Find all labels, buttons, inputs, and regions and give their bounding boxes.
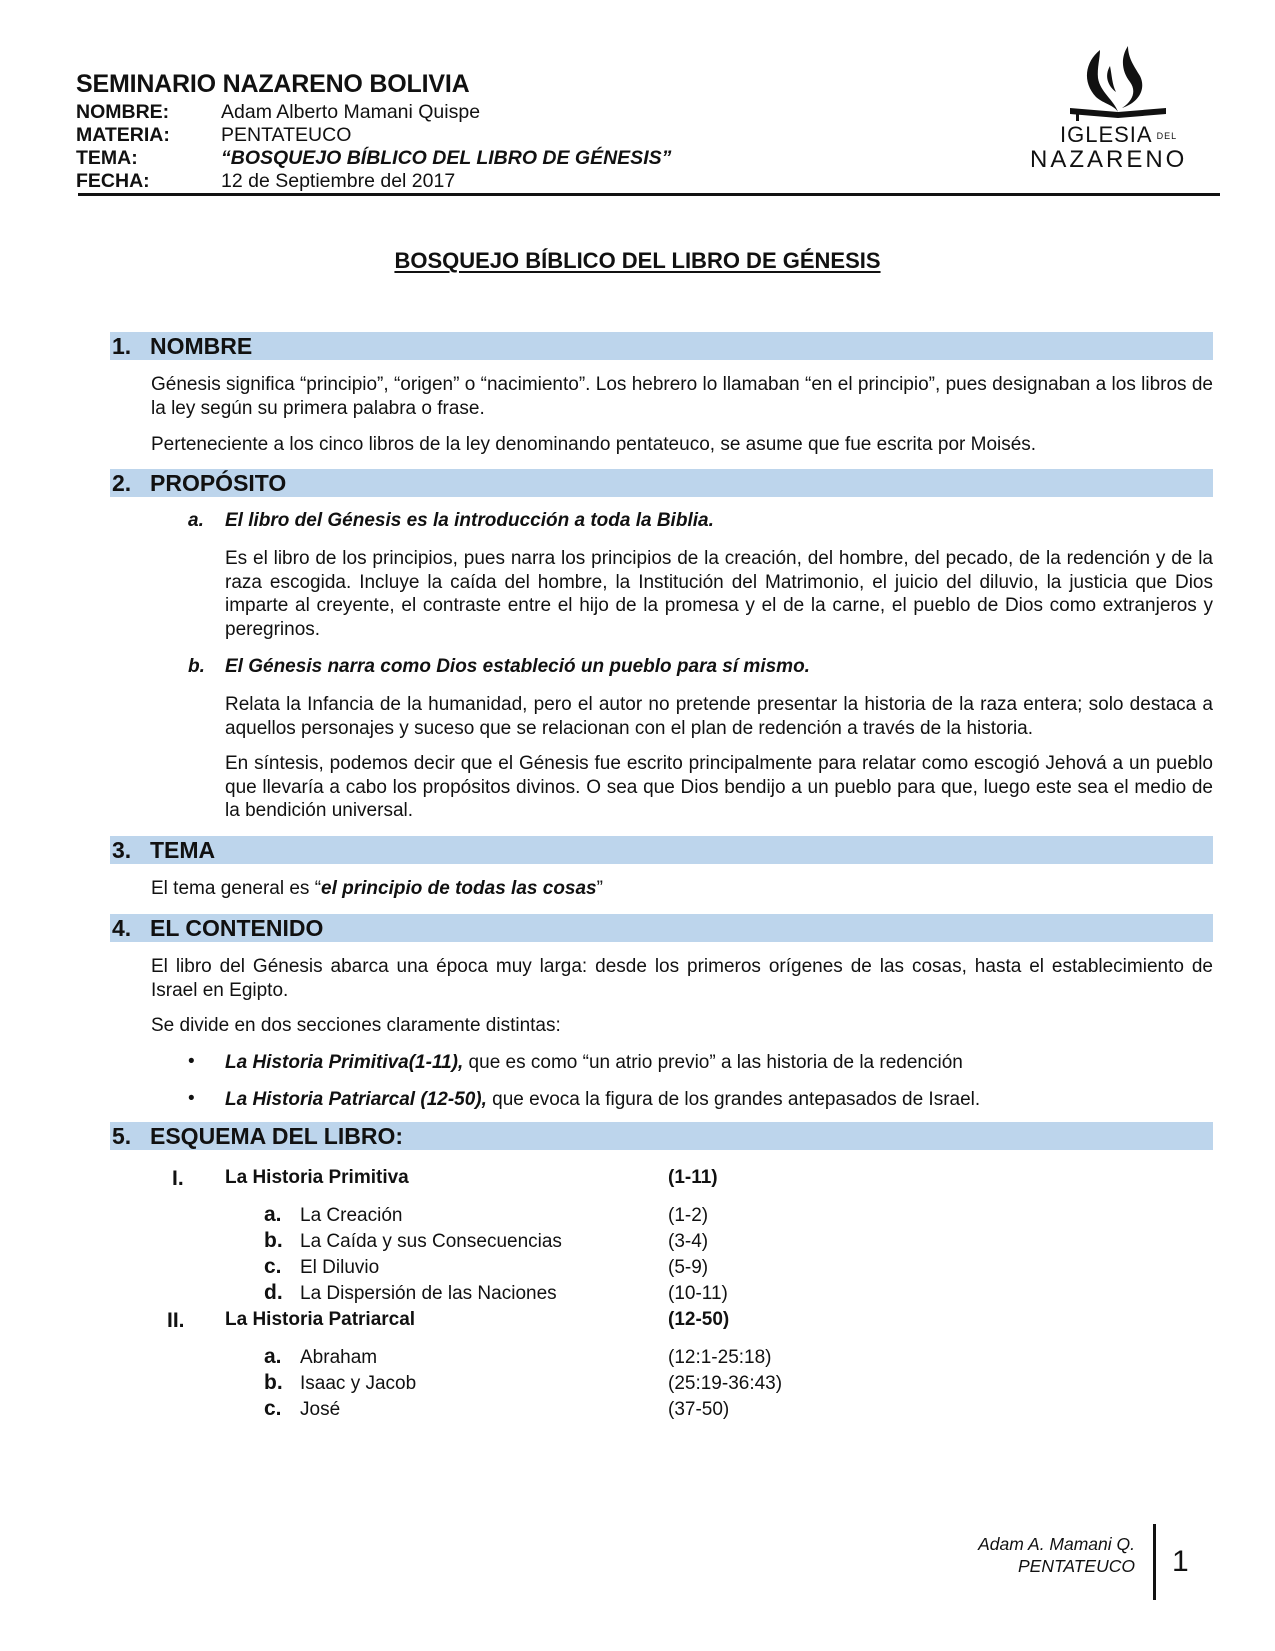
paragraph: Génesis significa “principio”, “origen” o “nacimiento”. Los hebrero lo llamaban “en el principio”, pues designaban a los libros de la ley según su primera palabra o frase. [151, 374, 1213, 419]
section-header-tema [110, 836, 1213, 864]
field-value: Adam Alberto Mamani Quispe [221, 101, 481, 123]
paragraph: Perteneciente a los cinco libros de la ley denominando pentateuco, se asume que fue escrita por Moisés. [151, 434, 1037, 455]
section-number: 3. [112, 837, 132, 863]
section-heading: EL CONTENIDO [150, 915, 324, 941]
section-header-nombre [110, 332, 1213, 360]
section-heading: TEMA [150, 837, 216, 863]
field-value: 12 de Septiembre del 2017 [221, 170, 456, 192]
subsection-letter: a. [188, 510, 204, 531]
field-label: NOMBRE: [76, 101, 170, 123]
footer-author: Adam A. Mamani Q. [978, 1534, 1135, 1554]
flame-book-icon [1030, 42, 1205, 122]
church-logo [1030, 42, 1205, 182]
header-divider [78, 193, 1220, 196]
field-value: PENTATEUCO [221, 124, 352, 146]
paragraph: El libro del Génesis abarca una época muy larga: desde los primeros orígenes de las cosas, hasta el establecimiento de Israel en Egipto. [151, 956, 1213, 1001]
footer-text [978, 1533, 1135, 1577]
paragraph-tema: El tema general es “el principio de todas las cosas” [151, 878, 603, 899]
paragraph: Es el libro de los principios, pues narra los principios de la creación, del hombre, del pecado, de la redención y de la raza escogida. Incluye la caída del hombre, la Institución del Matrimonio, el juicio del diluvio, la justicia que Dios imparte al creyente, el contraste entre el hijo de la promesa y el de la carne, el pueblo de Dios como extranjeros y peregrinos. [225, 548, 1213, 640]
section-number: 5. [112, 1123, 132, 1149]
section-header-contenido [110, 914, 1213, 942]
section-heading: ESQUEMA DEL LIBRO: [150, 1123, 404, 1149]
field-label: FECHA: [76, 170, 150, 192]
logo-line-1: IGLESIA DEL [1060, 122, 1178, 147]
subsection-heading-b: b. El Génesis narra como Dios estableció un pueblo para sí mismo. [188, 656, 810, 677]
footer-divider [1153, 1524, 1156, 1600]
subsection-letter: b. [188, 656, 205, 677]
bullet-icon: • [188, 1051, 195, 1072]
field-label: TEMA: [76, 147, 138, 169]
logo-line-2: NAZARENO [1030, 146, 1188, 173]
header-field-nombre [76, 100, 480, 124]
paragraph: Se divide en dos secciones claramente distintas: [151, 1015, 561, 1036]
section-number: 1. [112, 333, 132, 359]
field-value: “BOSQUEJO BÍBLICO DEL LIBRO DE GÉNESIS” [221, 147, 672, 169]
page-number: 1 [1172, 1545, 1189, 1578]
document-title: BOSQUEJO BÍBLICO DEL LIBRO DE GÉNESIS [394, 248, 881, 273]
paragraph: En síntesis, podemos decir que el Génesis fue escrito principalmente para relatar como escogió Jehová a un pueblo que llevaría a cabo los propósitos divinos. O sea que Dios bendijo a un pueblo para que, luego este sea el medio de la bendición universal. [225, 753, 1213, 821]
header-field-fecha [76, 169, 455, 193]
institution-name: SEMINARIO NAZARENO BOLIVIA [76, 70, 470, 98]
section-header-esquema [110, 1122, 1213, 1150]
footer-subject: PENTATEUCO [1018, 1556, 1135, 1576]
section-heading: NOMBRE [150, 333, 253, 359]
section-number: 4. [112, 915, 132, 941]
header-field-tema [76, 146, 671, 170]
field-label: MATERIA: [76, 124, 170, 146]
section-header-proposito [110, 469, 1213, 497]
subsection-heading-a: a. El libro del Génesis es la introducción a toda la Biblia. [188, 510, 714, 531]
header-field-materia [76, 123, 351, 147]
bullet-icon: • [188, 1088, 195, 1109]
section-heading: PROPÓSITO [150, 470, 287, 496]
section-number: 2. [112, 470, 132, 496]
paragraph: Relata la Infancia de la humanidad, pero el autor no pretende presentar la historia de la raza entera; solo destaca a aquellos personajes y suceso que se relacionan con el plan de redención a través de la historia. [225, 694, 1213, 739]
